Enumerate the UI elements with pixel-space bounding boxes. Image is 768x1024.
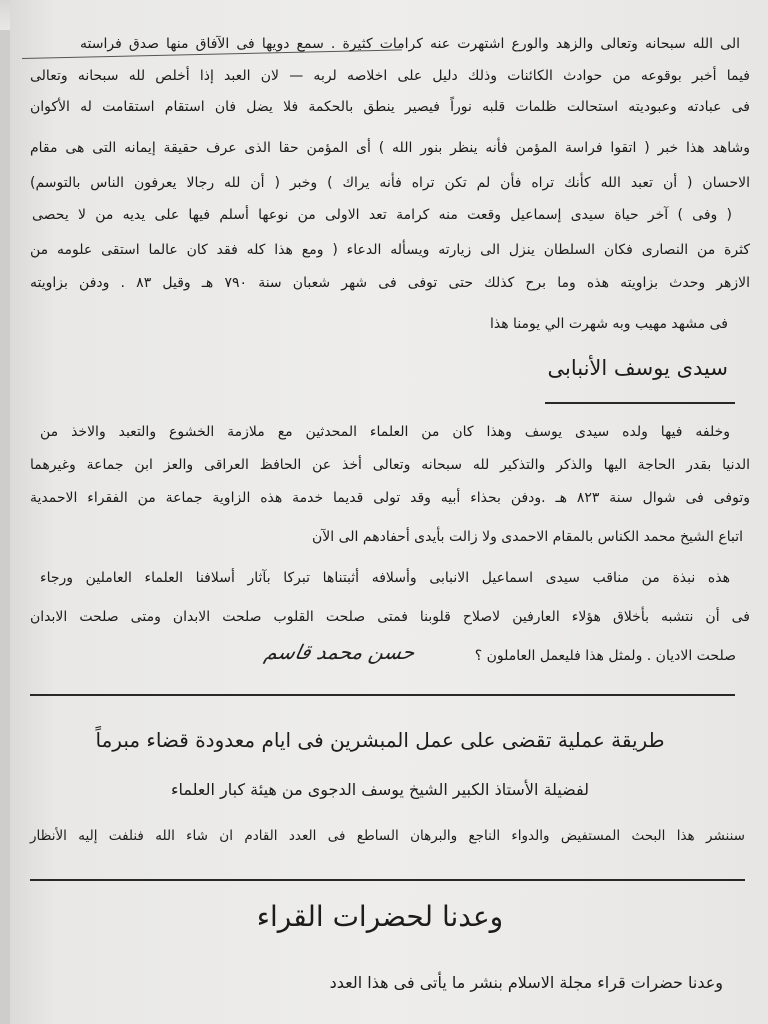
section-heading: سيدى يوسف الأنبابى: [547, 356, 728, 380]
notice-title: طريقة عملية تقضى على عمل المبشرين فى ايام معدودة قضاء مبرماً: [95, 728, 665, 752]
section-divider: [30, 694, 735, 696]
text-line: فيما أخبر بوقوعه من حوادث الكائنات وذلك دليل على اخلاصه لربه — لان العبد إذا أخلص لله سبحانه وتعالى: [30, 68, 750, 84]
text-line: فى عبادته وعبوديته استحالت ظلمات قلبه نوراً فيصير ينطق بالحكمة فلا يضل فان استقام استقامت له الأكوان: [30, 99, 750, 115]
text-line: صلحت الاديان . ولمثل هذا فليعمل العاملون ؟: [474, 648, 736, 664]
text-line: الازهر وحدث بزاويته هذه وما برح كذلك حتى توفى فى شهر شعبان سنة ٧٩٠ هـ وقيل ٨٣ . ودفن بزاويته: [30, 275, 751, 291]
promise-title: وعدنا لحضرات القراء: [256, 900, 504, 933]
notice-author: لفضيلة الأستاذ الكبير الشيخ يوسف الدجوى من هيئة كبار العلماء: [170, 780, 590, 799]
text-line: وخلفه فيها ولده سيدى يوسف وهذا كان من العلماء المحدثين مع ملازمة الخشوع والتعبد والاخذ من: [40, 424, 730, 440]
section-divider: [30, 879, 745, 881]
text-line: اتباع الشيخ محمد الكناس بالمقام الاحمدى ولا زالت بأيدى أحفادهم الى الآن: [312, 529, 743, 545]
promise-text: وعدنا حضرات قراء مجلة الاسلام بنشر ما يأتى فى هذا العدد: [329, 973, 723, 992]
notice-note: سننشر هذا البحث المستفيض والدواء الناجع والبرهان الساطع فى العدد القادم ان شاء الله فنلفت إليه الأنظار: [30, 828, 745, 844]
author-signature: حسن محمد قاسم: [262, 640, 418, 664]
heading-underline: [545, 402, 735, 404]
text-line: الدنيا بقدر الحاجة اليها والذكر والتذكير لله سبحانه وتعالى أخذ عن الحافظ العراقى والعز ابن جماعة وغيرهما: [30, 457, 750, 473]
text-line: وتوفى فى شوال سنة ٨٢٣ هـ .ودفن بحذاء أبيه وقد تولى قديما خدمة هذه الزاوية جماعة من الفقراء الاحمدية: [30, 490, 750, 506]
text-line: الاحسان ( أن تعبد الله كأنك تراه فأن لم تكن تراه فأنه يراك ) وخبر ( أن لله رجالا يعرفون الناس بالتوسم): [30, 175, 750, 191]
text-line: فى أن نتشبه بأخلاق هؤلاء العارفين لاصلاح قلوبنا فمتى صلحت القلوب صلحت الابدان ومتى صلحت الابدان: [30, 609, 750, 625]
text-line: فى مشهد مهيب وبه شهرت الي يومنا هذا: [489, 316, 728, 332]
text-line: هذه نبذة من مناقب سيدى اسماعيل الانبابى وأسلافه أثبتناها تبركا بآثار أسلافنا العلماء العاملين ورجاء: [40, 570, 730, 586]
text-line: الى الله سبحانه وتعالى والزهد والورع اشتهرت عنه كرامات كثيرة . سمع دويها فى الآفاق منها صدق فراسته: [80, 36, 740, 52]
text-line: ( وفى ) آخر حياة سيدى إسماعيل وقعت منه كرامة تعد الاولى من نوعها أسلم فيها على يديه من لا يحصى: [32, 207, 732, 223]
text-line: وشاهد هذا خبر ( اتقوا فراسة المؤمن فأنه ينظر بنور الله ) أى المؤمن حقا الذى عرف حقيقة إيمانه التى هى مقام: [30, 140, 750, 156]
text-line: كثرة من النصارى فكان السلطان ينزل الى زيارته ويسأله الدعاء ( ومع هذا كله فقد كان عالما استقى علومه من: [30, 242, 750, 258]
